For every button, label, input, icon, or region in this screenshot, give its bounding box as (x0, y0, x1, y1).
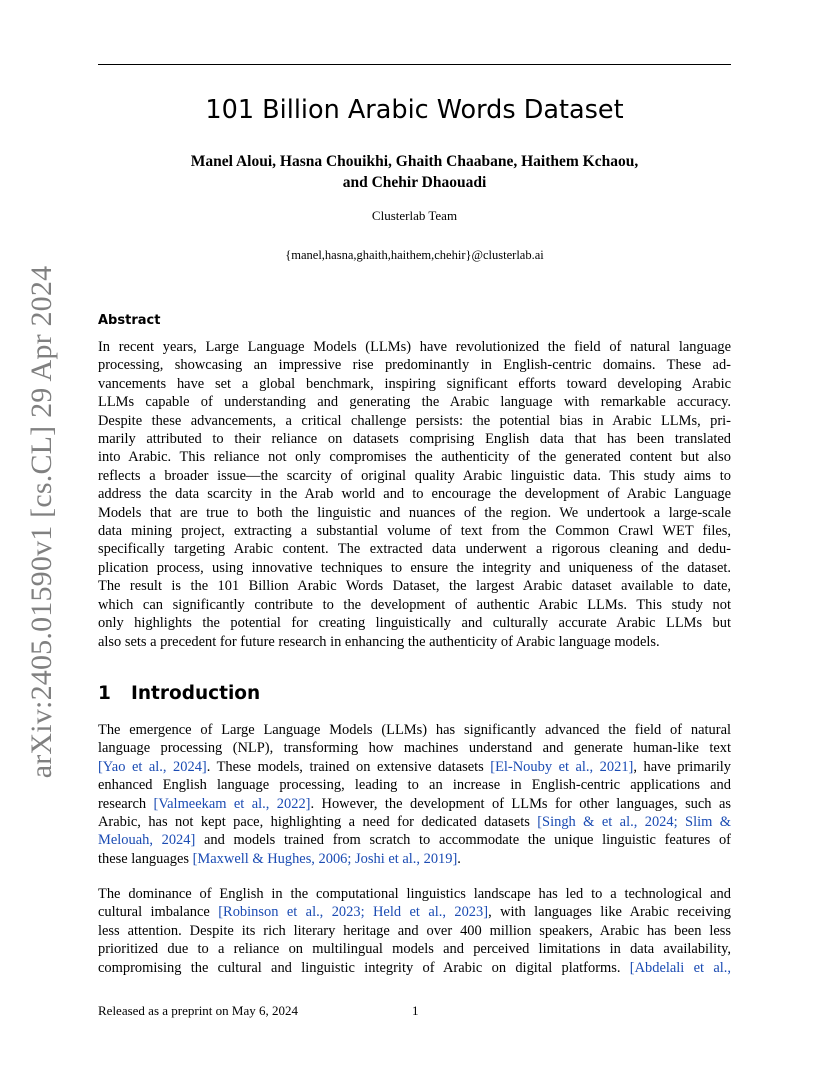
abstract-line: address the data scarcity in the Arab world and to encourage the development of Arabic Language (98, 486, 731, 503)
text-line: language processing (NLP), transforming how machines understand and generate human-like text (98, 740, 731, 757)
text-run: and models trained from scratch to accommodate the unique linguistic features of (195, 832, 731, 849)
section-number: 1 (98, 683, 111, 704)
abstract-line: vancements have set a global benchmark, inspiring significant efforts toward developing Arabic (98, 375, 731, 392)
citation-link[interactable]: [Maxwell & Hughes, 2006; Joshi et al., 2019] (192, 850, 458, 867)
citation-link[interactable]: [Robinson et al., 2023; Held et al., 2023] (218, 904, 489, 921)
abstract-line: marily attributed to their reliance on datasets comprising English data that has been translated (98, 431, 731, 448)
text-run: compromising the cultural and linguistic integrity of Arabic on digital platforms. (98, 959, 630, 976)
top-rule (98, 64, 731, 65)
abstract-line: The result is the 101 Billion Arabic Words Dataset, the largest Arabic dataset available to date, (98, 578, 731, 595)
text-line (98, 903, 731, 921)
author-emails: {manel,hasna,ghaith,haithem,chehir}@clusterlab.ai (285, 248, 544, 262)
abstract-line: Despite these advancements, a critical challenge persists: the potential bias in Arabic LLMs, pri- (98, 412, 731, 429)
affiliation: Clusterlab Team (371, 208, 458, 223)
abstract-line: also sets a precedent for future research in enhancing the authenticity of Arabic language models. (98, 633, 660, 650)
section-title: Introduction (131, 683, 261, 704)
text-run: research (98, 795, 154, 812)
text-line: prioritized due to a reliance on multilingual models and perceived limitations in data availability, (98, 941, 731, 958)
paper-title: 101 Billion Arabic Words Dataset (205, 95, 624, 125)
authors-line-2: and Chehir Dhaouadi (342, 174, 487, 191)
text-line: The emergence of Large Language Models (LLMs) has significantly advanced the field of natural (98, 722, 731, 738)
abstract-line: processing, showcasing an impressive rise predominantly in English-centric domains. These ad- (98, 357, 731, 374)
text-line: enhanced English language processing, leading to an increase in English-centric applications and (98, 777, 731, 794)
citation-link[interactable]: [Valmeekam et al., 2022] (153, 795, 311, 812)
text-run: , have primarily (633, 758, 731, 775)
abstract-line: data mining project, extracting a substantial volume of text from the Common Crawl WET files, (98, 523, 731, 540)
abstract-line: specifically targeting Arabic content. The extracted data underwent a rigorous cleaning and dedu- (98, 541, 731, 558)
author-list (98, 151, 731, 193)
text-line (98, 959, 731, 977)
text-run: these languages (98, 850, 193, 867)
section-heading-introduction (98, 683, 260, 704)
release-note: Released as a preprint on May 6, 2024 (98, 1003, 299, 1018)
text-line: less attention. Despite its rich literary heritage and over 400 million speakers, Arabic has been less (98, 922, 731, 939)
abstract-line: plication process, using innovative techniques to ensure the integrity and uniqueness of the dataset. (98, 559, 731, 576)
abstract-line: Models that are true to both the linguistic and nuances of the region. We undertook a large-scale (98, 504, 731, 521)
abstract-line: which can significantly contribute to the development of authentic Arabic LLMs. This study not (98, 596, 731, 613)
text-run: . However, the development of LLMs for other languages, such as (310, 795, 731, 812)
citation-link[interactable]: [Yao et al., 2024] (98, 758, 207, 775)
arxiv-id[interactable]: arXiv:2405.01590v1 [cs.CL] 29 Apr 2024 (25, 265, 58, 779)
text-run: Arabic, has not kept pace, highlighting a need for dedicated datasets (98, 814, 538, 831)
abstract-line: In recent years, Large Language Models (LLMs) have revolutionized the field of natural language (98, 339, 731, 355)
text-line (98, 758, 731, 776)
citation-link[interactable]: Melouah, 2024] (98, 832, 196, 849)
text-line (98, 795, 731, 813)
text-run: . (457, 850, 461, 867)
intro-paragraph-2 (98, 885, 731, 977)
text-line (98, 813, 731, 831)
abstract-body (98, 338, 731, 651)
intro-paragraph-1 (98, 721, 731, 868)
abstract-line: only highlights the potential for creating linguistically and culturally accurate Arabic LLMs but (98, 615, 731, 632)
text-run: cultural imbalance (98, 904, 219, 921)
text-line (98, 850, 731, 868)
abstract-line: into Arabic. This reliance not only compromises the authenticity of the generated content but also (98, 449, 731, 466)
text-line (98, 831, 731, 849)
abstract-line: reflects a broader issue—the scarcity of original quality Arabic linguistic data. This study aims to (98, 467, 731, 484)
citation-link[interactable]: [Abdelali et al., (629, 959, 731, 976)
citation-link[interactable]: [Singh & et al., 2024; Slim & (537, 814, 731, 831)
abstract-heading: Abstract (98, 313, 161, 328)
authors-line-1: Manel Aloui, Hasna Chouikhi, Ghaith Chaabane, Haithem Kchaou, (190, 153, 639, 170)
text-run: . These models, trained on extensive datasets (206, 758, 491, 775)
page-number: 1 (412, 1003, 419, 1018)
text-line: The dominance of English in the computational linguistics landscape has led to a technological and (98, 886, 731, 902)
citation-link[interactable]: [El-Nouby et al., 2021] (490, 758, 634, 775)
abstract-line: LLMs capable of understanding and generating the Arabic language with remarkable accuracy. (98, 394, 731, 411)
text-run: , with languages like Arabic receiving (488, 904, 731, 921)
